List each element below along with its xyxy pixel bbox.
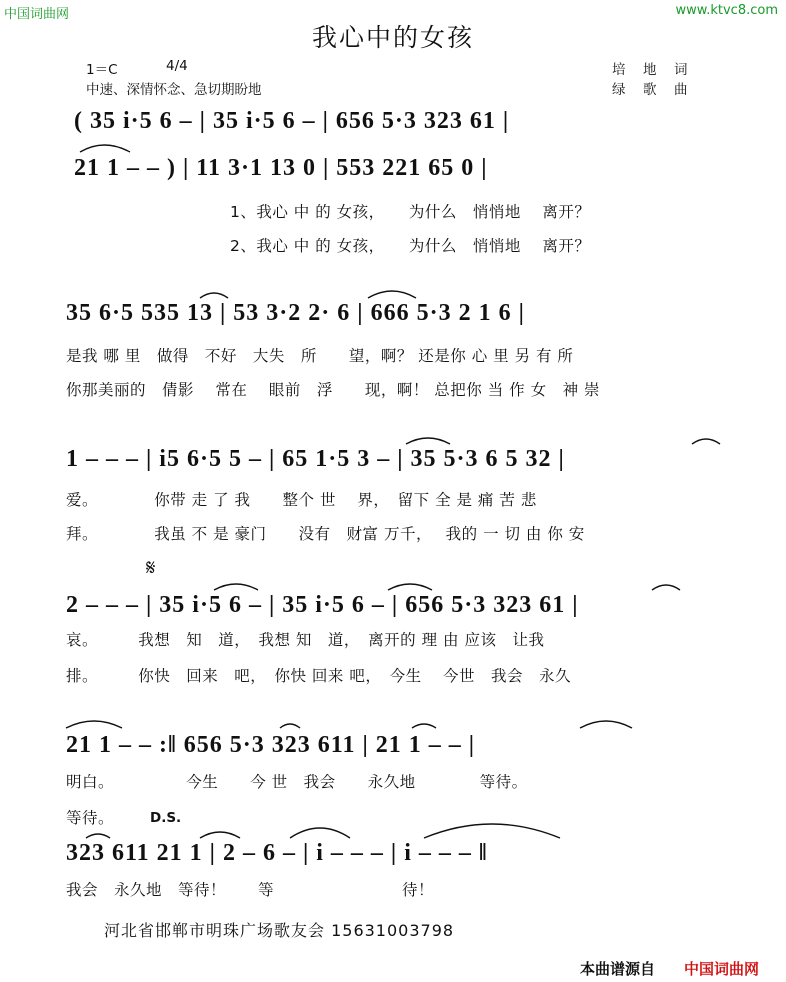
footer-source: 本曲谱源自 <box>580 960 656 978</box>
notation-line-3: 35 6·5 535 13 | 53 3·2 2· 6 | 666 5·3 2 1 6 | <box>66 300 525 326</box>
lyricist-credit: 培 地 词 <box>612 62 690 78</box>
slur <box>388 584 432 590</box>
footer-site-link[interactable]: 中国词曲网 <box>684 960 760 978</box>
time-signature: 4/4 <box>166 58 188 74</box>
tempo-marking: 中速、深情怀念、急切期盼地 <box>86 82 262 98</box>
notation-line-7: 323 611 21 1 | 2 – 6 – | i – – – | i – – – ‖ <box>66 840 488 866</box>
slur <box>86 834 110 838</box>
slur <box>200 832 240 838</box>
notation-line-5: 2 – – – | 35 i·5 6 – | 35 i·5 6 – | 656 5·3 323 61 | <box>66 592 579 618</box>
lyric-line: 等待。 <box>66 809 115 827</box>
slur <box>200 293 228 298</box>
slur <box>692 439 720 444</box>
notation-line-2: 21 1 – – ) | 11 3·1 13 0 | 553 221 65 0 | <box>74 155 488 181</box>
slur <box>368 291 416 298</box>
composer-credit: 绿 歌 曲 <box>612 82 690 98</box>
slur <box>214 584 258 590</box>
lyric-line: 1、我心 中 的 女孩， 为什么 悄悄地 离开？ <box>230 203 591 221</box>
slur <box>652 585 680 590</box>
lyric-line: 我会 永久地 等待！ 等 待！ <box>66 881 435 899</box>
watermark-right: www.ktvc8.com <box>675 3 778 18</box>
slur <box>66 721 122 728</box>
slur <box>424 824 560 838</box>
lyric-line: 明白。 今生 今 世 我会 永久地 等待。 <box>66 773 528 791</box>
watermark-left: 中国词曲网 <box>4 7 70 22</box>
lyric-line: 拜。 我虽 不 是 豪门 没有 财富 万千， 我的 一 切 由 你 安 <box>66 525 585 543</box>
lyric-line: 是我 哪 里 做得 不好 大失 所 望，啊？ 还是你 心 里 另 有 所 <box>66 347 574 365</box>
lyric-line: 爱。 你带 走 了 我 整个 世 界， 留下 全 是 痛 苦 悲 <box>66 491 537 509</box>
notation-line-1: ( 35 i·5 6 – | 35 i·5 6 – | 656 5·3 323 61 | <box>74 108 510 134</box>
lyric-line: 2、我心 中 的 女孩， 为什么 悄悄地 离开？ <box>230 237 591 255</box>
notation-line-6: 21 1 – – :‖ 656 5·3 323 611 | 21 1 – – | <box>66 732 476 758</box>
lyric-line: 排。 你快 回来 吧， 你快 回来 吧， 今生 今世 我会 永久 <box>66 667 572 685</box>
ds-mark: D.S. <box>150 810 182 826</box>
slur <box>80 145 130 152</box>
song-title: 我心中的女孩 <box>311 23 474 52</box>
lyric-line: 哀。 我想 知 道， 我想 知 道， 离开的 理 由 应该 让我 <box>66 631 545 649</box>
lyric-line: 你那美丽的 倩影 常在 眼前 浮 现，啊！ 总把你 当 作 女 神 崇 <box>66 381 600 399</box>
credit-line: 河北省邯郸市明珠广场歌友会 15631003798 <box>104 921 455 940</box>
key-signature: 1＝C <box>86 62 118 78</box>
slur <box>580 721 632 728</box>
segno-mark: 𝄋 <box>146 556 156 581</box>
slur <box>412 724 436 728</box>
notation-line-4: 1 – – – | i5 6·5 5 – | 65 1·5 3 – | 35 5·3 6 5 32 | <box>66 446 565 472</box>
slur <box>280 724 300 728</box>
slur <box>290 828 350 838</box>
slur <box>406 438 450 444</box>
